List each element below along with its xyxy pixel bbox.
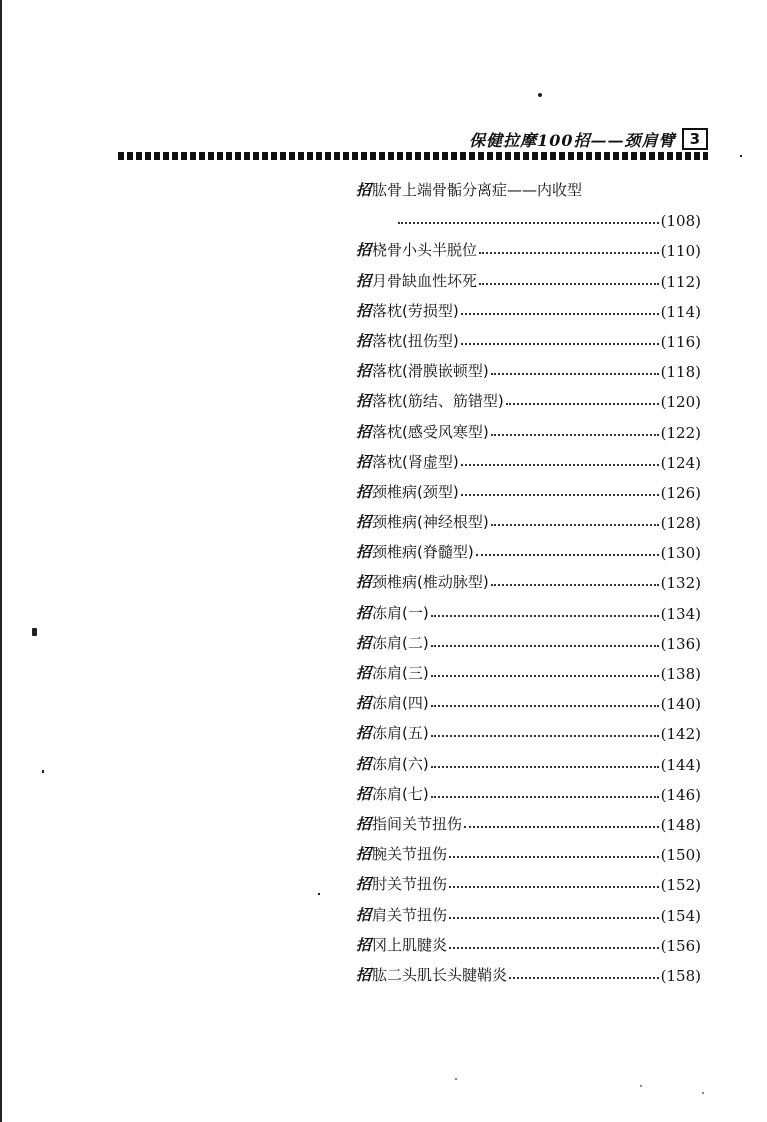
header-title: 保健拉摩100招——颈肩臂	[469, 130, 676, 150]
scan-speck	[640, 1085, 642, 1087]
toc-entry	[356, 683, 701, 713]
entry-mark: 招	[356, 875, 372, 894]
dot-leader	[431, 705, 659, 707]
entry-mark: 招	[356, 573, 372, 592]
dot-leader	[479, 283, 659, 285]
dot-leader	[431, 645, 659, 647]
page-number-box: 3	[682, 128, 708, 150]
entry-page: (130)	[660, 544, 701, 563]
entry-mark: 招	[356, 784, 372, 803]
entry-title: 落枕(感受风寒型)	[372, 422, 489, 441]
dot-leader	[449, 947, 659, 949]
toc-entry	[356, 864, 701, 894]
entry-page: (126)	[660, 483, 701, 502]
dot-leader	[449, 886, 659, 888]
entry-page: (120)	[660, 393, 701, 412]
entry-page: (148)	[660, 815, 701, 834]
toc-entry	[356, 321, 701, 351]
scan-speck	[538, 93, 542, 97]
dot-leader	[479, 252, 659, 254]
entry-mark: 招	[356, 362, 372, 381]
entry-mark: 招	[356, 452, 372, 471]
entry-page: (136)	[660, 634, 701, 653]
entry-title: 肱骨上端骨骺分离症——内收型	[372, 181, 583, 199]
entry-page: (152)	[660, 876, 701, 895]
scan-speck	[455, 1078, 457, 1080]
entry-mark: 招	[356, 482, 372, 501]
scan-speck	[702, 1092, 704, 1094]
entry-mark: 招	[356, 271, 372, 290]
toc-entry	[356, 411, 701, 441]
entry-title: 冻肩(六)	[372, 754, 429, 773]
entry-page: (142)	[660, 725, 701, 744]
entry-page: (116)	[660, 332, 701, 351]
toc-entry	[356, 502, 701, 532]
dot-leader	[431, 615, 659, 617]
entry-title: 落枕(扭伤型)	[372, 331, 459, 350]
entry-mark: 招	[356, 694, 372, 713]
entry-title: 肘关节扭伤	[372, 875, 448, 894]
entry-page: (140)	[660, 695, 701, 714]
toc-entry	[356, 925, 701, 955]
entry-title: 落枕(劳损型)	[372, 301, 459, 320]
dot-leader	[461, 464, 659, 466]
entry-title: 冻肩(七)	[372, 784, 429, 803]
entry-title: 落枕(肾虚型)	[372, 452, 459, 471]
entry-title: 冻肩(五)	[372, 724, 429, 743]
entry-title: 冻肩(三)	[372, 664, 429, 682]
scan-speck	[740, 155, 742, 157]
toc-entry	[356, 955, 701, 985]
entry-mark: 招	[356, 241, 372, 260]
entry-title: 冈上肌腱炎	[372, 935, 448, 954]
dot-leader	[461, 343, 659, 345]
entry-title: 冻肩(一)	[372, 603, 429, 622]
entry-page: (118)	[660, 363, 701, 382]
scan-speck	[318, 893, 320, 895]
scan-speck	[42, 770, 44, 773]
entry-title: 桡骨小头半脱位	[372, 241, 478, 260]
toc-entry	[356, 804, 701, 834]
entry-title: 颈椎病(神经根型)	[372, 513, 489, 532]
entry-title: 冻肩(二)	[372, 633, 429, 652]
entry-page: (154)	[660, 906, 701, 925]
toc-entry	[356, 230, 701, 260]
entry-page: (108)	[660, 212, 701, 231]
entry-mark: 招	[356, 905, 372, 924]
toc-entry	[356, 713, 701, 743]
entry-mark: 招	[356, 845, 372, 864]
table-of-contents	[356, 170, 701, 985]
dot-leader	[431, 735, 659, 737]
entry-mark: 招	[356, 603, 372, 622]
header-rule	[118, 152, 708, 160]
dot-leader	[431, 796, 659, 798]
entry-mark: 招	[356, 301, 372, 320]
dot-leader	[398, 222, 659, 224]
entry-page: (150)	[660, 846, 701, 865]
toc-entry-first-page	[356, 200, 701, 230]
toc-entry	[356, 472, 701, 502]
toc-entry	[356, 653, 701, 683]
dot-leader	[431, 766, 659, 768]
dot-leader	[491, 373, 659, 375]
toc-entry	[356, 351, 701, 381]
entry-page: (114)	[660, 302, 701, 321]
dot-leader	[449, 917, 659, 919]
entry-title: 腕关节扭伤	[372, 845, 448, 864]
toc-entry	[356, 592, 701, 622]
entry-title: 颈椎病(脊髓型)	[372, 543, 474, 562]
toc-entry	[356, 743, 701, 773]
toc-entry-first-title	[356, 170, 701, 200]
entry-title: 肱二头肌长头腱鞘炎	[372, 965, 508, 984]
entry-page: (158)	[660, 966, 701, 985]
dot-leader	[491, 524, 659, 526]
entry-title: 颈椎病(颈型)	[372, 482, 459, 501]
entry-mark: 招	[356, 814, 372, 833]
toc-entry	[356, 774, 701, 804]
toc-entry	[356, 532, 701, 562]
entry-title: 落枕(筋结、筋错型)	[372, 392, 504, 411]
toc-entry	[356, 834, 701, 864]
scan-speck	[32, 628, 37, 636]
entry-mark: 招	[356, 664, 372, 682]
entry-mark: 招	[356, 331, 372, 350]
entry-page: (132)	[660, 574, 701, 593]
entry-mark: 招	[356, 754, 372, 773]
dot-leader	[431, 675, 659, 677]
entry-page: (110)	[660, 242, 701, 261]
toc-entry	[356, 894, 701, 924]
dot-leader	[461, 313, 659, 315]
dot-leader	[506, 403, 659, 405]
toc-entry	[356, 260, 701, 290]
page-edge	[0, 0, 2, 1122]
toc-entry	[356, 623, 701, 653]
entry-page: (156)	[660, 936, 701, 955]
toc-entry	[356, 562, 701, 592]
entry-page: (138)	[660, 665, 701, 683]
entry-mark: 招	[356, 422, 372, 441]
toc-entry	[356, 381, 701, 411]
running-header	[390, 126, 708, 152]
dot-leader	[476, 554, 659, 556]
entry-mark: 招	[356, 724, 372, 743]
dot-leader	[491, 584, 659, 586]
dot-leader	[449, 856, 659, 858]
entry-title: 落枕(滑膜嵌顿型)	[372, 362, 489, 381]
entry-page: (134)	[660, 604, 701, 623]
entry-mark: 招	[356, 935, 372, 954]
entry-mark: 招	[356, 513, 372, 532]
dot-leader	[464, 826, 659, 828]
entry-page: (144)	[660, 755, 701, 774]
entry-mark: 招	[356, 965, 372, 984]
dot-leader	[461, 494, 659, 496]
entry-title: 冻肩(四)	[372, 694, 429, 713]
entry-title: 指间关节扭伤	[372, 814, 463, 833]
entry-mark: 招	[356, 633, 372, 652]
toc-entry	[356, 291, 701, 321]
entry-page: (122)	[660, 423, 701, 442]
entry-mark: 招	[356, 543, 372, 562]
entry-page: (128)	[660, 514, 701, 533]
dot-leader	[491, 434, 659, 436]
toc-entry	[356, 442, 701, 472]
entry-page: (124)	[660, 453, 701, 472]
dot-leader	[509, 977, 659, 979]
entry-page: (146)	[660, 785, 701, 804]
entry-title: 颈椎病(椎动脉型)	[372, 573, 489, 592]
entry-mark: 招	[356, 392, 372, 411]
entry-mark: 招	[356, 181, 372, 199]
entry-title: 肩关节扭伤	[372, 905, 448, 924]
entry-page: (112)	[660, 272, 701, 291]
entry-title: 月骨缺血性坏死	[372, 271, 478, 290]
